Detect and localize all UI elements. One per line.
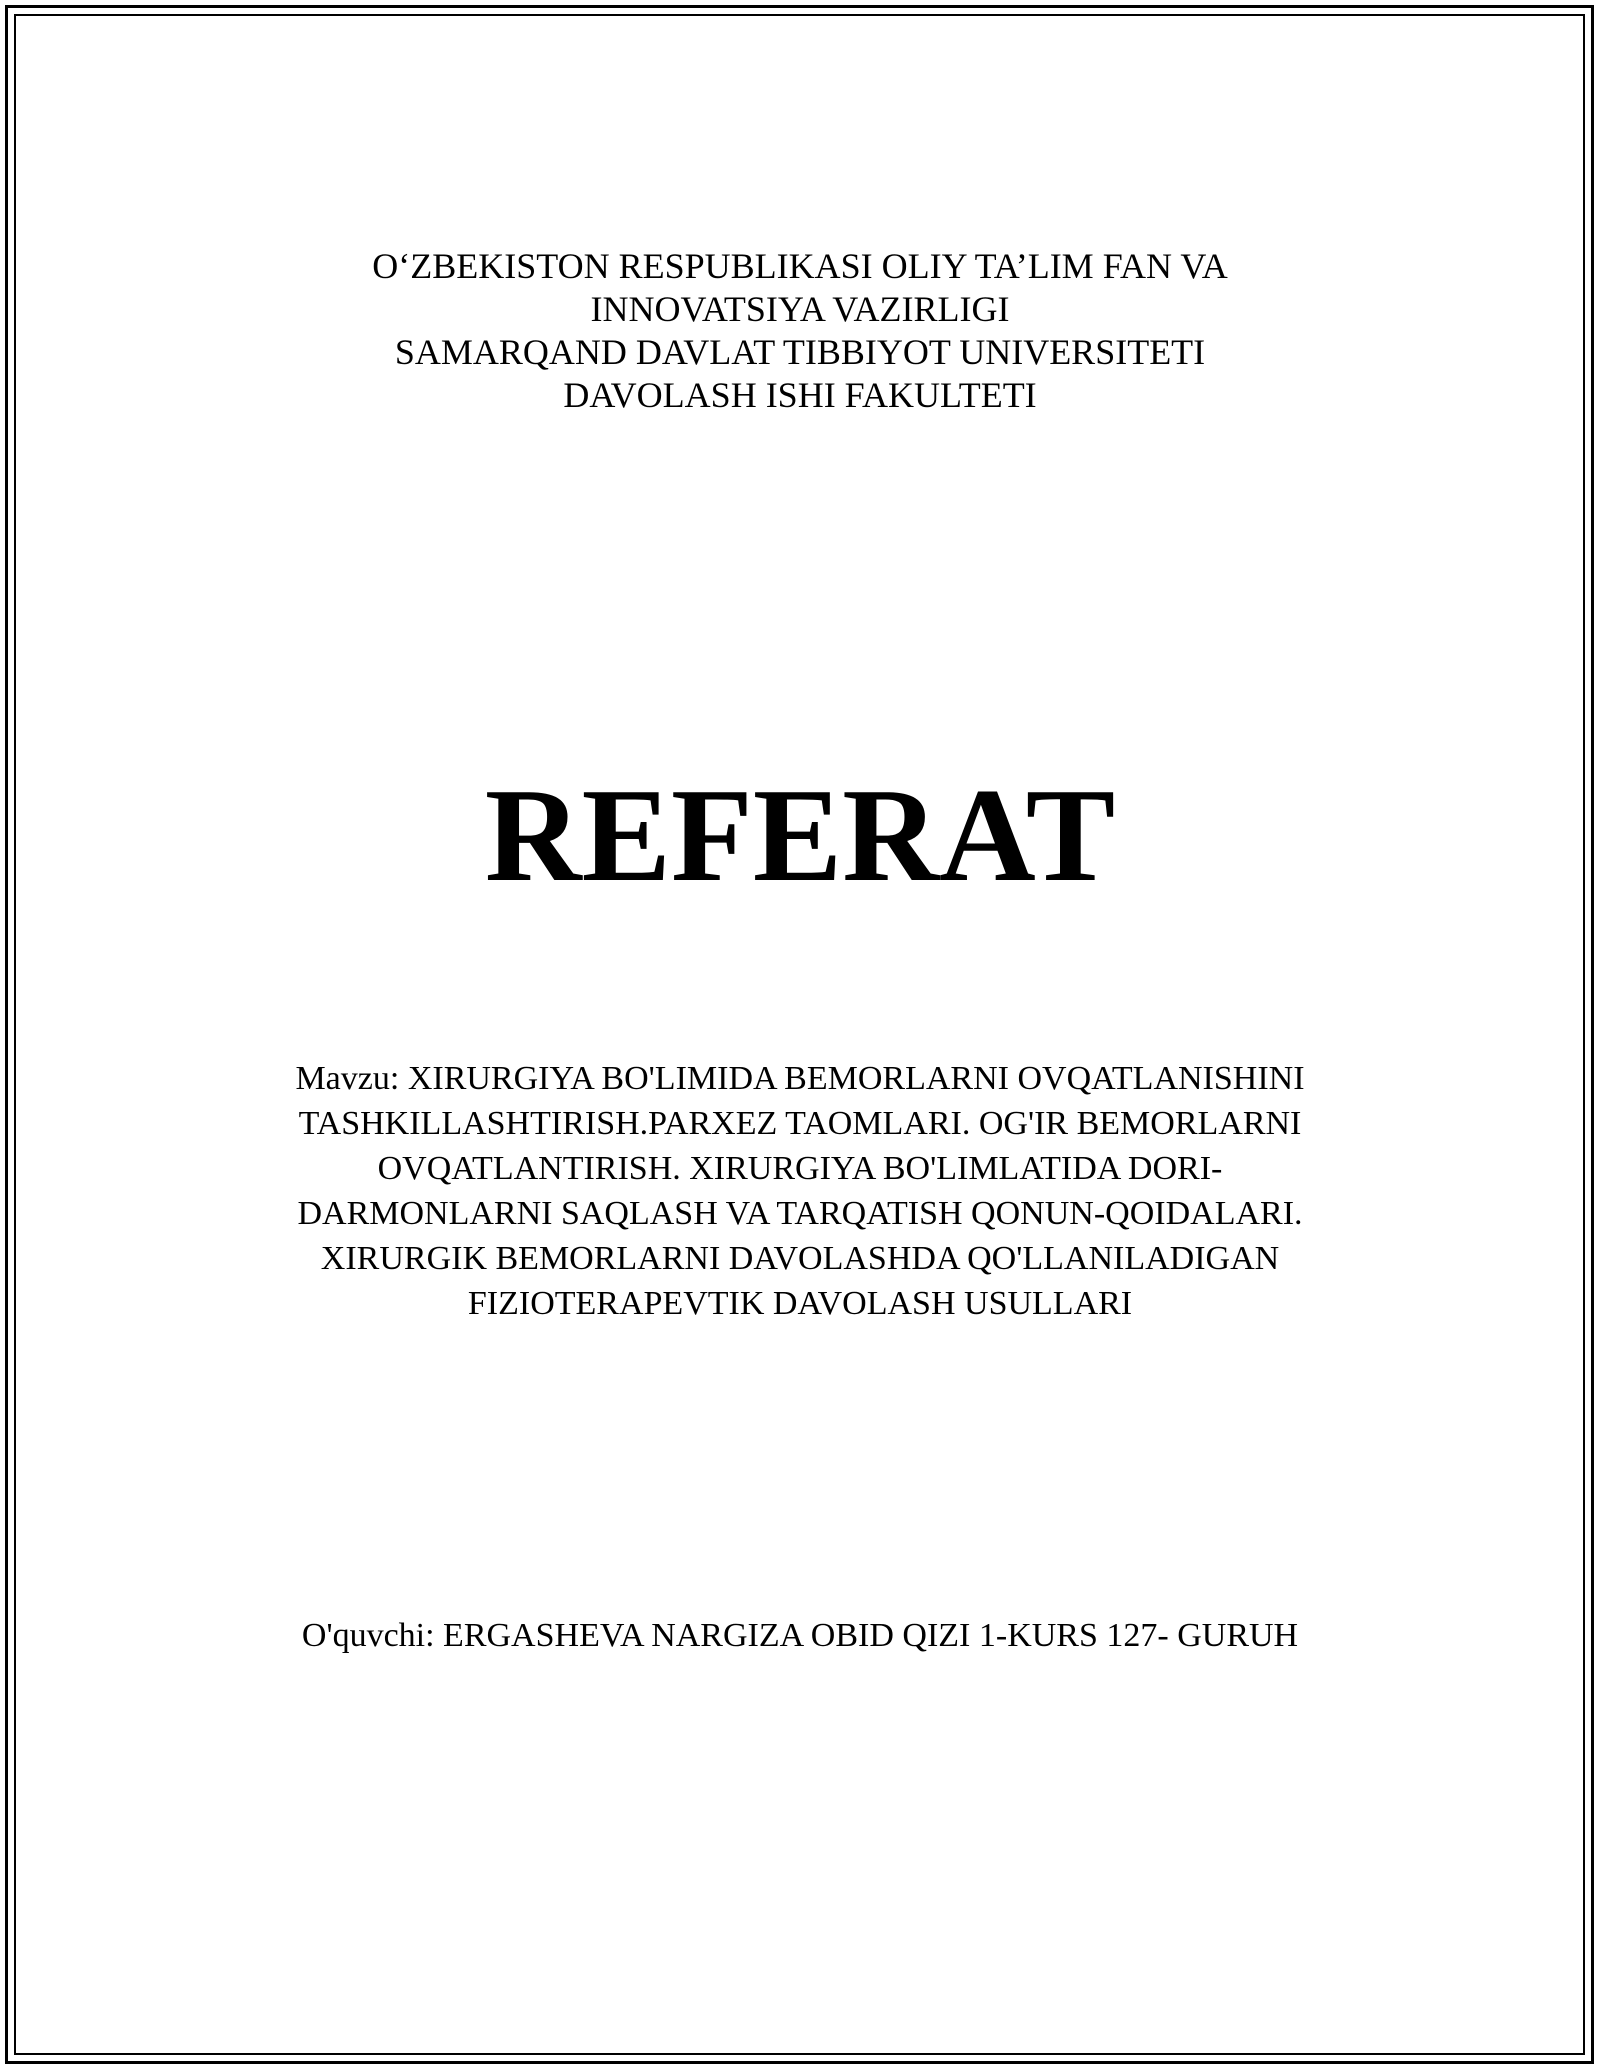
header-line: SAMARQAND DAVLAT TIBBIYOT UNIVERSITETI <box>394 332 1206 372</box>
topic-line: TASHKILLASHTIRISH.PARXEZ TAOMLARI. OG'IR BEMORLARNI <box>298 1105 1302 1142</box>
topic-line: XIRURGIK BEMORLARNI DAVOLASHDA QO'LLANILADIGAN <box>320 1240 1280 1277</box>
institution-header <box>0 245 1600 417</box>
document-title: REFERAT <box>484 761 1116 909</box>
topic-line: FIZIOTERAPEVTIK DAVOLASH USULLARI <box>467 1285 1133 1322</box>
header-line: DAVOLASH ISHI FAKULTETI <box>563 375 1037 415</box>
topic-line: Mavzu: XIRURGIYA BO'LIMIDA BEMORLARNI OVQATLANISHINI <box>295 1060 1305 1097</box>
topic-block <box>0 1056 1600 1326</box>
student-info: O'quvchi: ERGASHEVA NARGIZA OBID QIZI 1-KURS 127- GURUH <box>301 1617 1299 1654</box>
topic-line: DARMONLARNI SAQLASH VA TARQATISH QONUN-QOIDALARI. <box>297 1195 1303 1232</box>
header-line: O‘ZBEKISTON RESPUBLIKASI OLIY TA’LIM FAN VA <box>372 246 1228 286</box>
header-line: INNOVATSIYA VAZIRLIGI <box>590 289 1010 329</box>
topic-line: OVQATLANTIRISH. XIRURGIYA BO'LIMLATIDA DORI- <box>377 1150 1223 1187</box>
